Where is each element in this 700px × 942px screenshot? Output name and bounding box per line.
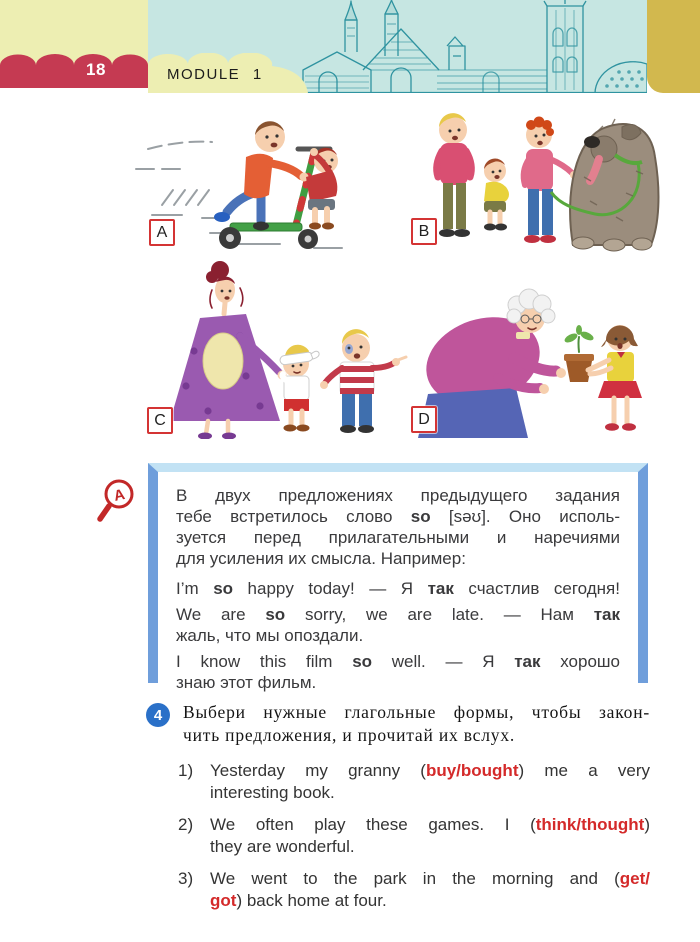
text-segment: buy/bought [425, 761, 519, 780]
text-segment: так [427, 579, 454, 598]
picture-letter: C [154, 411, 166, 429]
text-segment: В двух предложениях предыдущего задания [176, 486, 620, 505]
text-line [210, 868, 650, 890]
text-segment: got [210, 891, 237, 910]
picture-letter: D [418, 410, 430, 428]
exercise-item [178, 814, 650, 858]
picture-label-a [149, 219, 175, 246]
item-number: 2) [178, 815, 194, 834]
text-segment: ) me a very [518, 761, 650, 780]
module-title: MODULE 1 [167, 66, 263, 83]
text-line [183, 724, 650, 747]
text-segment: I know this film [176, 652, 353, 671]
text-segment: We went to the park in the morning and ( [210, 869, 620, 888]
exercise-item [178, 760, 650, 804]
note-example [176, 578, 620, 599]
text-segment: так [593, 605, 620, 624]
item-number: 1) [178, 761, 194, 780]
text-segment: they are wonderful. [210, 837, 355, 856]
text-segment: Выбери нужные глагольные формы, чтобы закон- [183, 702, 650, 722]
exercise-items [178, 760, 650, 922]
text-segment: well. — Я [372, 652, 515, 671]
text-segment: зуется перед прилагательными и наречиями [176, 528, 620, 547]
text-line [183, 701, 650, 724]
text-segment: счастлив сегодня! [453, 579, 620, 598]
item-number: 3) [178, 869, 194, 888]
text-line [176, 651, 620, 672]
text-segment: sorry, we are late. — Нам [285, 605, 594, 624]
picture-label-b [411, 218, 437, 245]
text-segment: We are [176, 605, 266, 624]
text-segment: get/ [619, 869, 650, 888]
text-segment: знаю этот фильм. [176, 673, 317, 692]
text-line [176, 625, 620, 646]
text-segment: interesting book. [210, 783, 335, 802]
note-example [176, 651, 620, 693]
item-text [210, 760, 650, 804]
text-segment: We often play these games. I ( [210, 815, 536, 834]
text-line [176, 672, 620, 693]
magnifier-letter: A [112, 486, 127, 505]
header-gold-strip [647, 0, 700, 93]
picture-letter: A [156, 223, 168, 241]
text-segment: для усиления их смысла. Например: [176, 549, 466, 568]
magnifier-icon [96, 476, 138, 526]
illustration-d-granny-and-girl [398, 266, 660, 441]
text-line [210, 814, 650, 836]
page-number-badge [0, 54, 148, 88]
text-segment: тебе встретилось слово [176, 507, 411, 526]
text-line [176, 527, 620, 548]
text-segment: [səʊ]. Оно исполь- [430, 507, 620, 526]
text-line [210, 890, 650, 912]
text-segment: so [410, 507, 431, 526]
text-segment: жаль, что мы опоздали. [176, 626, 364, 645]
cityscape-illustration [297, 0, 647, 93]
illustration-b-kids-with-dog [398, 97, 660, 257]
exercise-number-badge [146, 703, 170, 727]
item-text [210, 814, 650, 858]
text-segment: хорошо [540, 652, 620, 671]
grammar-note-box [148, 463, 648, 692]
text-segment: think/thought [535, 815, 645, 834]
text-segment: so [352, 652, 373, 671]
picture-label-c [147, 407, 173, 434]
note-paragraph [176, 485, 620, 569]
text-segment: ) back home at four. [236, 891, 387, 910]
text-segment: так [514, 652, 541, 671]
picture-label-d [411, 406, 437, 433]
text-line [176, 506, 620, 527]
text-line [210, 836, 650, 858]
text-line [210, 782, 650, 804]
item-text [210, 868, 650, 912]
text-segment: чить предложения, и прочитай их вслух. [183, 725, 516, 745]
text-line [176, 548, 620, 569]
text-line [210, 760, 650, 782]
picture-letter: B [418, 222, 430, 240]
text-line [176, 578, 620, 599]
text-segment: Yesterday my granny ( [210, 761, 426, 780]
exercise-instruction [183, 701, 650, 747]
text-line [176, 604, 620, 625]
text-segment: so [213, 579, 234, 598]
page-number: 18 [86, 60, 106, 79]
text-segment: I’m [176, 579, 214, 598]
text-segment: ) [644, 815, 650, 834]
text-segment: happy today! — Я [233, 579, 428, 598]
exercise-item [178, 868, 650, 912]
text-line [176, 485, 620, 506]
note-example [176, 604, 620, 646]
exercise-number: 4 [153, 706, 163, 724]
text-segment: so [265, 605, 286, 624]
